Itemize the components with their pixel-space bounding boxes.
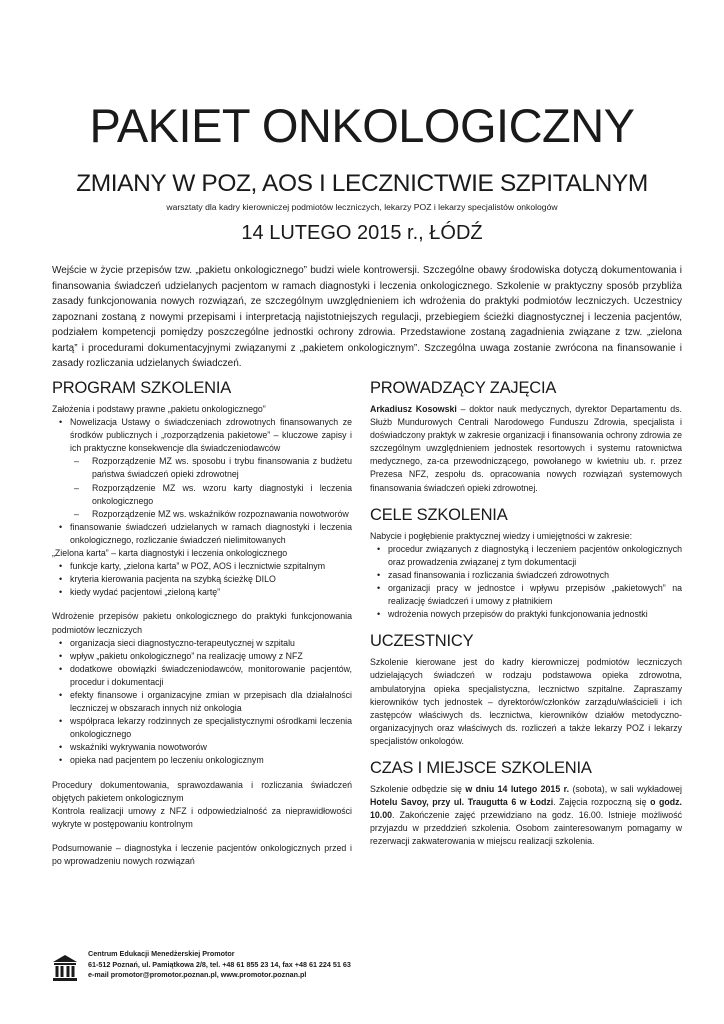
list-item: • wskaźniki wykrywania nowotworów (70, 741, 352, 754)
footer (52, 949, 452, 989)
event-venue: Hotelu Savoy, przy ul. Traugutta 6 w Łodzi (370, 797, 554, 808)
green-card-list (52, 560, 352, 599)
list-item: • funkcje karty, „zielona karta” w POZ, AOS i lecznictwie szpitalnym (70, 560, 352, 573)
participants-text: Szkolenie kierowane jest do kadry kierowniczej podmiotów leczniczych udzielających świadczeń w rodzaju podstawowa opieka zdrowotna, ambulatoryjna opieka specjalistyczna, lecznictwo szpitalne. Zapraszamy kierowników tych jednostek – dyrektorów/członków zarządu/właścicieli i ich zastępców właściwych ds. lecznictwa, kierowników działów metodyczno-organizacyjnych oraz właściwych ds. rozliczeń a także lekarzy POZ i lekarzy specjalistów onkologów. (370, 657, 682, 746)
sub-list-item: – Rozporządzenie MZ ws. wskaźników rozpoznawania nowotworów (92, 508, 352, 521)
text-run: (sobota), w sali wykładowej (569, 783, 682, 794)
page-title: PAKIET ONKOLOGICZNY (89, 99, 635, 152)
list-item: • dodatkowe obowiązki świadczeniodawców, monitorowanie pacjentów, procedur i dokumentacji (70, 663, 352, 689)
implementation-heading: Wdrożenie przepisów pakietu onkologicznego do praktyki funkcjonowania podmiotów leczniczych (52, 611, 352, 635)
list-item-text: Nowelizacja Ustawy o świadczeniach zdrowotnych finansowanych ze środków publicznych i „rozporządzenia pakietowe” – kluczowe zapisy i ich praktyczne konsekwencje dla świadczeniodawców (70, 417, 352, 454)
instructor-title: PROWADZĄCY ZAJĘCIA (370, 379, 557, 397)
program-list (52, 416, 352, 547)
date-location: 14 LUTEGO 2015 r., ŁÓDŹ (241, 222, 483, 244)
list-item: • finansowanie świadczeń udzielanych w ramach diagnostyki i leczenia onkologicznego, rozliczanie świadczeń nielimitowanych (70, 521, 352, 547)
goals-intro: Nabycie i pogłębienie praktycznej wiedzy i umiejętności w zakresie: (370, 530, 633, 541)
sub-list (70, 455, 352, 520)
time-place-text (370, 783, 682, 848)
list-item: • procedur związanych z diagnostyką i leczeniem pacjentów onkologicznych oraz prowadzenia związanej z tym dokumentacji (388, 543, 682, 569)
program-column (52, 378, 352, 868)
list-item: • wdrożenia nowych przepisów do praktyki funkcjonowania jednostki (388, 608, 682, 621)
list-item: • kiedy wydać pacjentowi „zieloną kartę” (70, 586, 352, 599)
time-place-title: CZAS I MIEJSCE SZKOLENIA (370, 758, 592, 777)
institution-logo-icon (52, 954, 78, 982)
text-run: . Zakończenie zajęć przewidziano na godz. 16.00. Istnieje możliwość przyjazdu w przeddzień szkolenia. Osobom zainteresowanym pomagamy w rezerwacji zakwaterowania w miejscu realizacji szkolenia. (370, 810, 682, 847)
green-card-heading: „Zielona karta” – karta diagnostyki i leczenia onkologicznego (52, 548, 288, 559)
program-title: PROGRAM SZKOLENIA (52, 379, 232, 397)
list-item: • zasad finansowania i rozliczania świadczeń zdrowotnych (388, 569, 682, 582)
implementation-list (52, 637, 352, 768)
instructor-description: – doktor nauk medycznych, dyrektor Departamentu ds. Służb Mundurowych Centrali Narodowego Funduszu Zdrowia, specjalista i doświadczony praktyk w zakresie organizacji i finansowania ochrony zdrowia ze szczególnym uwzględnieniem jednostek resortowych i systemu ratownictwa medycznego, za-ca przewodniczącego, powołanego w kwietniu ub. r. przez Prezesa NFZ, zespołu ds. opracowania nowych rozwiązań systemowych finansowania świadczeń opieki zdrowotnej. (370, 404, 682, 493)
text-run: . Zajęcia rozpoczną się (553, 797, 651, 808)
goals-section (370, 505, 682, 622)
sub-list-item: – Rozporządzenie MZ ws. wzoru karty diagnostyki i leczenia onkologicznego (92, 482, 352, 508)
audience-tagline: warsztaty dla kadry kierowniczej podmiotów leczniczych, lekarzy POZ i lekarzy specjalistów onkologów (166, 202, 558, 212)
info-column (370, 378, 682, 848)
program-paragraph: Kontrola realizacji umowy z NFZ i odpowiedzialność za nieprawidłowości wykryte w postępowaniu kontrolnym (52, 805, 352, 829)
footer-org: Centrum Edukacji Menedżerskiej Promotor (88, 949, 235, 958)
list-item: • opieka nad pacjentem po leczeniu onkologicznym (70, 754, 352, 767)
event-date: w dniu 14 lutego 2015 r. (465, 783, 570, 794)
goals-title: CELE SZKOLENIA (370, 505, 508, 524)
event-start-time: o godz. 10.00 (370, 797, 682, 821)
page-subtitle: ZMIANY W POZ, AOS I LECZNICTWIE SZPITALNYM (76, 170, 648, 197)
sub-list-item: – Rozporządzenie MZ ws. sposobu i trybu finansowania z budżetu państwa świadczeń opieki zdrowotnej (92, 455, 352, 481)
list-item (70, 416, 352, 521)
footer-email-web[interactable]: e-mail promotor@promotor.poznan.pl, www.promotor.poznan.pl (88, 970, 307, 980)
program-paragraph: Procedury dokumentowania, sprawozdawania i rozliczania świadczeń objętych pakietem onkologicznym (52, 779, 352, 803)
instructor-name: Arkadiusz Kosowski (370, 404, 457, 414)
participants-title: UCZESTNICY (370, 632, 474, 651)
program-intro: Założenia i podstawy prawne „pakietu onkologicznego” (52, 404, 266, 414)
list-item: • kryteria kierowania pacjenta na szybką ścieżkę DILO (70, 573, 352, 586)
program-summary: Podsumowanie – diagnostyka i leczenie pacjentów onkologicznych przed i po wprowadzeniu nowych rozwiązań (52, 842, 352, 866)
instructor-section (370, 378, 682, 495)
participants-section (370, 631, 682, 748)
goals-list (370, 543, 682, 622)
time-place-section (370, 758, 682, 848)
text-run: Szkolenie odbędzie się (370, 783, 466, 794)
footer-address: 61-512 Poznań, ul. Pamiątkowa 2/8, tel. +48 61 855 23 14, fax +48 61 224 51 63 (88, 959, 351, 969)
footer-contact (88, 949, 351, 981)
instructor-bio (370, 403, 682, 495)
list-item: • efekty finansowe i organizacyjne zmian w przepisach dla działalności leczniczej w obszarach innych niż onkologia (70, 689, 352, 715)
intro-paragraph: Wejście w życie przepisów tzw. „pakietu onkologicznego” budzi wiele kontrowersji. Szczególne obawy środowiska dotyczą dokumentowania i finansowania świadczeń udzielanych pacjentom w ramach diagnostyki i leczenia onkologicznego. Szkolenie w praktyczny sposób przybliża zasady funkcjonowania nowych rozwiązań, ze szczególnym uwzględnieniem ich wdrożenia do praktyki podmiotów leczniczych. Uczestnicy zapoznani zostaną z nowymi przepisami i interpretacją najistotniejszych regulacji, przebiegiem ścieżki diagnostycznej i leczenia pacjentów, podziałem kompetencji pomiędzy poszczególne jednostki ochrony zdrowia. Przedstawione zostaną zagadnienia związane z tzw. „zielona kartą” i procedurami dokumentacyjnymi związanymi z „pakietem onkologicznym”. Szczególna uwaga zostanie zwrócona na finansowanie i zasady rozliczania udzielanych świadczeń. (52, 265, 682, 369)
list-item: • współpraca lekarzy rodzinnych ze specjalistycznymi ośrodkami leczenia onkologicznego (70, 715, 352, 741)
list-item: • organizacja sieci diagnostyczno-terapeutycznej w szpitalu (70, 637, 352, 650)
list-item: • wpływ „pakietu onkologicznego” na realizację umowy z NFZ (70, 650, 352, 663)
list-item: • organizacji pracy w jednostce i wpływu przepisów „pakietowych” na realizację świadczeń i umowy z płatnikiem (388, 582, 682, 608)
